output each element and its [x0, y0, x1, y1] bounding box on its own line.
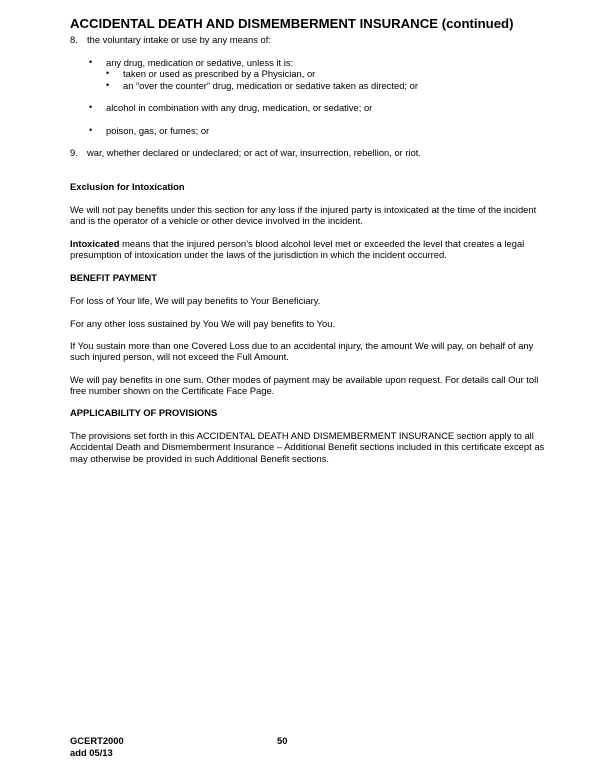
list-item-8-text: the voluntary intake or use by any means of: [87, 34, 271, 45]
applicability-paragraph: The provisions set forth in this ACCIDENTAL DEATH AND DISMEMBERMENT INSURANCE section apply to all Accidental Death and Dismemberment Insurance – Additional Benefit sections included in this certificate except as may otherwise be provided in such Additional Benefit sections. [70, 430, 545, 464]
intoxicated-definition [70, 238, 550, 261]
sub-bullet-item: an “over the counter” drug, medication or sedative taken as directed; or [123, 80, 418, 91]
bullet-icon: • [89, 125, 93, 135]
bullet-icon: • [89, 57, 93, 67]
definition-text: means that the injured person’s blood alcohol level met or exceeded the level that creates a legal presumption of intoxication under the laws of the jurisdiction in which the incident occurred. [70, 238, 525, 261]
bullet-item: poison, gas, or fumes; or [106, 125, 210, 136]
benefit-paragraph: For any other loss sustained by You We will pay benefits to You. [70, 318, 336, 329]
benefit-payment-heading: BENEFIT PAYMENT [70, 272, 157, 283]
bullet-icon: • [106, 68, 110, 78]
list-number-9: 9. [70, 147, 78, 158]
revision-date: add 05/13 [70, 747, 113, 758]
definition-term: Intoxicated [70, 238, 120, 249]
form-number: GCERT2000 [70, 735, 124, 746]
benefit-paragraph: We will pay benefits in one sum. Other modes of payment may be available upon request. For details call Our toll free number shown on the Certificate Face Page. [70, 374, 539, 397]
bullet-icon: • [89, 102, 93, 112]
section-title: ACCIDENTAL DEATH AND DISMEMBERMENT INSURANCE (continued) [70, 16, 514, 31]
benefit-paragraph: For loss of Your life, We will pay benefits to Your Beneficiary. [70, 295, 321, 306]
applicability-heading: APPLICABILITY OF PROVISIONS [70, 407, 218, 418]
bullet-icon: • [106, 80, 110, 90]
page-number: 50 [277, 735, 288, 746]
bullet-item: any drug, medication or sedative, unless it is: [106, 57, 294, 68]
list-item-9-text: war, whether declared or undeclared; or act of war, insurrection, rebellion, or riot. [87, 147, 422, 158]
benefit-paragraph: If You sustain more than one Covered Loss due to an accidental injury, the amount We will pay, on behalf of any such injured person, will not exceed the Full Amount. [70, 340, 534, 363]
list-number-8: 8. [70, 34, 78, 45]
intoxication-paragraph: We will not pay benefits under this section for any loss if the injured party is intoxicated at the time of the incident and is the operator of a vehicle or other device involved in the incident. [70, 204, 537, 227]
sub-bullet-item: taken or used as prescribed by a Physician, or [123, 68, 316, 79]
bullet-item: alcohol in combination with any drug, medication, or sedative; or [106, 102, 373, 113]
intoxication-heading: Exclusion for Intoxication [70, 181, 185, 192]
